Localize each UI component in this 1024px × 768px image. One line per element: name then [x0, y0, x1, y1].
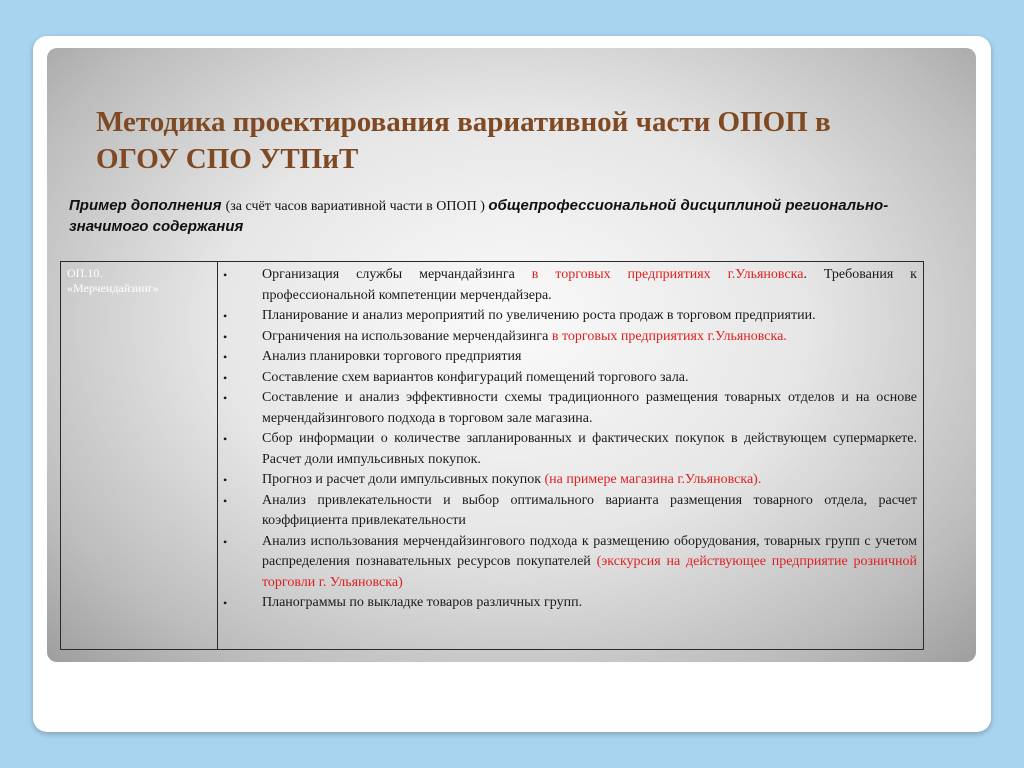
list-item: [218, 327, 917, 348]
discipline-code-cell: [61, 262, 218, 650]
topics-list: [218, 265, 917, 614]
subtitle-part1: Пример дополнения: [69, 197, 226, 214]
table-row: [61, 262, 924, 650]
list-item: [218, 368, 917, 389]
item-text: Прогноз и расчет доли импульсивных покупок: [262, 472, 545, 487]
discipline-table: [60, 261, 924, 650]
item-text: Планограммы по выкладке товаров различных групп.: [262, 595, 583, 610]
list-item: [218, 532, 917, 594]
discipline-name: «Мерчендайзинг»: [67, 281, 159, 295]
list-item: [218, 388, 917, 429]
item-text: Сбор информации о количестве запланированных и фактических покупок в действующем супермаркете. Расчет доли импульсивных покупок.: [262, 431, 917, 467]
item-text: Анализ использования мерчендайзингового подхода к размещению оборудования, товарных групп с учетом распределения познавательных ресурсов покупателей: [262, 533, 917, 569]
item-text: Ограничения на использование мерчендайзинга: [262, 328, 552, 344]
subtitle-part3: общепрофессиональной дисциплиной регионально-значимого содержания: [69, 197, 889, 235]
discipline-code: ОП.10.: [67, 266, 103, 280]
slide-title: Методика проектирования вариативной части ОПОП в ОГОУ СПО УТПиТ: [96, 106, 831, 175]
highlight-text: в торговых предприятиях г.Ульяновска: [531, 267, 804, 282]
item-text: Составление схем вариантов конфигураций помещений торгового зала.: [262, 369, 689, 385]
item-text: . Требования к профессиональной компетенции мерчендайзера.: [262, 267, 917, 303]
item-text: Анализ планировки торгового предприятия: [262, 349, 522, 364]
list-item: [218, 265, 917, 306]
list-item: [218, 593, 917, 614]
list-item: [218, 429, 917, 470]
highlight-text: (на примере магазина г.Ульяновска).: [544, 472, 762, 487]
list-item: [218, 306, 917, 327]
slide-subtitle: [69, 196, 889, 237]
highlight-text: (экскурсия на действующее предприятие розничной торговли г. Ульяновска): [262, 554, 917, 590]
item-text: Организация службы мерчандайзинга: [262, 267, 532, 282]
item-text: Анализ привлекательности и выбор оптимального варианта размещения товарного отдела, расчет коэффициента привлекательности: [262, 492, 917, 528]
item-text: Планирование и анализ мероприятий по увеличению роста продаж в торговом предприятии.: [262, 308, 816, 323]
highlight-text: в торговых предприятиях г.Ульяновска.: [551, 328, 787, 344]
item-text: Составление и анализ эффективности схемы традиционного размещения товарных отделов и на основе мерчендайзингового подхода в торговом зале магазина.: [262, 390, 917, 426]
list-item: [218, 491, 917, 532]
topics-cell: [218, 262, 924, 650]
list-item: [218, 470, 917, 491]
list-item: [218, 347, 917, 368]
subtitle-part2: (за счёт часов вариативной части в ОПОП ): [225, 199, 489, 214]
